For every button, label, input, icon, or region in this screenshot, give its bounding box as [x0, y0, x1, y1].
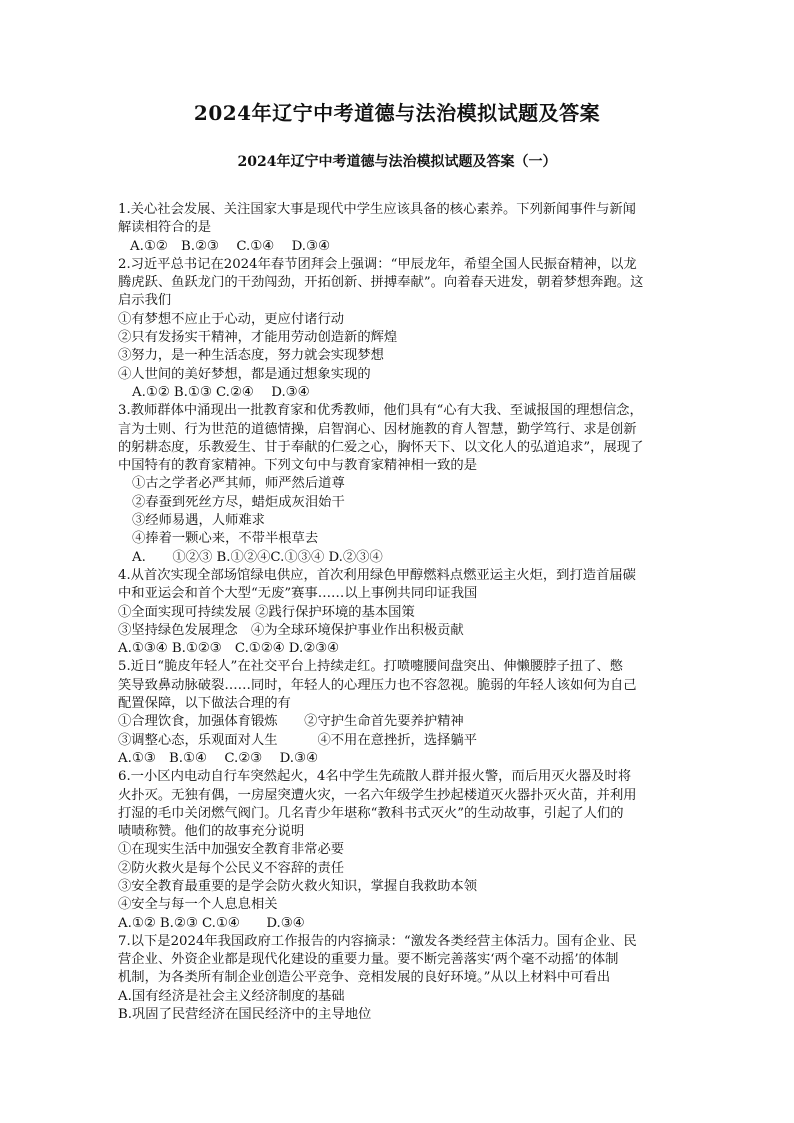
- statement-item: ④安全与每一个人息息相关: [118, 897, 278, 913]
- statement-item: ③安全教育最重要的是学会防火救火知识，掌握自我救助本领: [118, 878, 478, 894]
- text-line: 启示我们: [118, 293, 172, 309]
- answer-options: A.①② B.②③ C.①④ D.③④: [130, 238, 330, 254]
- answer-options: A.①③ B.①④ C.②③ D.③④: [118, 750, 318, 766]
- text-line: 3.教师群体中涌现出一批教育家和优秀教师，他们具有“心有大我、至诚报国的理想信念，: [118, 403, 643, 419]
- text-line: 打湿的毛巾关闭燃气阀门。几名青少年堪称“教科书式灭火”的生动故事，引起了人们的: [118, 805, 624, 821]
- answer-option: A.国有经济是社会主义经济制度的基础: [118, 988, 345, 1004]
- answer-options: A.①② B.①③ C.②④ D.③④: [132, 384, 310, 400]
- text-line: 2.习近平总书记在2024年春节团拜会上强调：“甲辰龙年，希望全国人民振奋精神，以龙: [118, 256, 637, 272]
- text-line: 配置保障，以下做法合理的有: [118, 696, 291, 712]
- page-subtitle: 2024年辽宁中考道德与法治模拟试题及答案（一）: [237, 154, 557, 170]
- statement-item: ③努力，是一种生活态度，努力就会实现梦想: [118, 348, 384, 364]
- text-line: 啧啧称赞。他们的故事充分说明: [118, 824, 305, 840]
- answer-option: B.巩固了民营经济在国民经济中的主导地位: [118, 1007, 372, 1023]
- statement-item: ④捧着一颗心来，不带半根草去: [132, 531, 319, 547]
- answer-options: A.①③④ B.①②③ C.①②④ D.②③④: [118, 641, 339, 657]
- statement-item: ②春蚕到死丝方尽，蜡炬成灰泪始干: [132, 494, 345, 510]
- statement-item: ④人世间的美好梦想，都是通过想象实现的: [118, 366, 371, 382]
- text-line: 言为士则、行为世范的道德情操，启智润心、因材施教的育人智慧，勤学笃行、求是创新: [118, 421, 637, 437]
- text-line: 解读相符合的是: [118, 220, 212, 236]
- statement-item: ①有梦想不应止于心动，更应付诸行动: [118, 311, 345, 327]
- text-line: 营企业、外资企业都是现代化建设的重要力量。要不断完善落实‘两个毫不动摇’的体制: [118, 952, 619, 968]
- answer-options: A.①② B.②③ C.①④ D.③④: [118, 915, 305, 931]
- text-line: 5.近日“脆皮年轻人”在社交平台上持续走红。打喷嚏腰间盘突出、伸懒腰脖子扭了、憋: [118, 659, 623, 675]
- text-line: 7.以下是2024年我国政府工作报告的内容摘录：“激发各类经营主体活力。国有企业、民: [118, 933, 637, 949]
- statement-item: ①古之学者必严其师，师严然后道尊: [132, 476, 345, 492]
- statement-item: ②只有发扬实干精神，才能用劳动创造新的辉煌: [118, 330, 398, 346]
- text-line: 腾虎跃、鱼跃龙门的干劲闯劲，开拓创新、拼搏奉献”。向着春天进发，朝着梦想奔跑。这: [118, 275, 644, 291]
- question-body: [118, 201, 678, 1024]
- text-line: 的躬耕态度，乐教爱生、甘于奉献的仁爱之心，胸怀天下、以文化人的弘道追求”，展现了: [118, 439, 644, 455]
- text-line: 中和亚运会和首个大型“无废”赛事……以上事例共同印证我国: [118, 586, 478, 602]
- answer-options: A. ①②③ B.①②④C.①③④ D.②③④: [132, 549, 383, 565]
- text-line: 6.一小区内电动自行车突然起火，4名中学生先疏散人群并报火警，而后用灭火器及时将: [118, 769, 632, 785]
- statement-item: ③调整心态，乐观面对人生 ④不用在意挫折，选择躺平: [118, 732, 478, 748]
- text-line: 笑导致鼻动脉破裂……同时，年轻人的心理压力也不容忽视。脆弱的年轻人该如何为自己: [118, 677, 637, 693]
- statement-item: ③坚持绿色发展理念 ④为全球环境保护事业作出积极贡献: [118, 622, 464, 638]
- statement-item: ③经师易遇，人师难求: [132, 513, 265, 529]
- statement-item: ①在现实生活中加强安全教育非常必要: [118, 842, 345, 858]
- statement-item: ①全面实现可持续发展 ②践行保护环境的基本国策: [118, 604, 415, 620]
- text-line: 1.关心社会发展、关注国家大事是现代中学生应该具备的核心素养。下列新闻事件与新闻: [118, 202, 636, 217]
- text-line: 机制，为各类所有制企业创造公平竞争、竞相发展的良好环境。”从以上材料中可看出: [118, 970, 611, 986]
- text-line: 火扑灭。无独有偶，一房屋突遭火灾，一名六年级学生抄起楼道灭火器扑灭火苗，并利用: [118, 787, 637, 803]
- text-line: 中国特有的教育家精神。下列文句中与教育家精神相一致的是: [118, 458, 478, 474]
- page-title: 2024年辽宁中考道德与法治模拟试题及答案: [193, 101, 601, 125]
- statement-item: ②防火救火是每个公民义不容辞的责任: [118, 860, 345, 876]
- text-line: 4.从首次实现全部场馆绿电供应，首次利用绿色甲醇燃料点燃亚运主火炬，到打造首届碳: [118, 567, 636, 583]
- statement-item: ①合理饮食，加强体育锻炼 ②守护生命首先要养护精神: [118, 714, 464, 730]
